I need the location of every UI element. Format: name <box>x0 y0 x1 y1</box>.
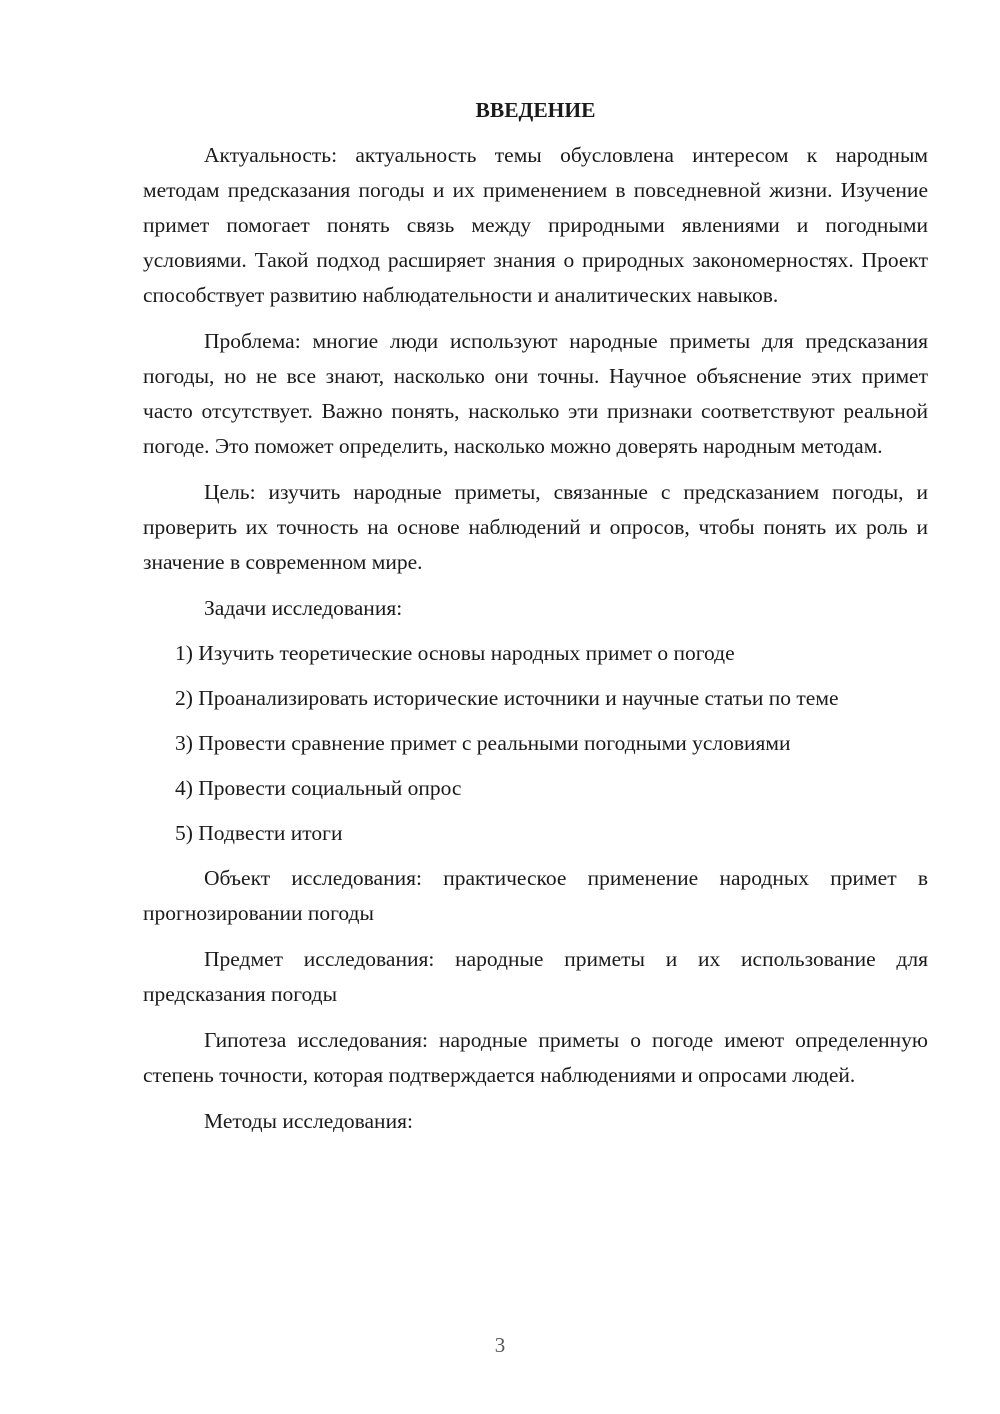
task-item-4: 4) Провести социальный опрос <box>175 776 462 800</box>
section-title: ВВЕДЕНИЕ <box>475 98 596 122</box>
paragraph-object: Объект исследования: практическое применение народных примет в прогнозировании погоды <box>143 866 928 925</box>
page-number: 3 <box>494 1333 506 1357</box>
paragraph-subject: Предмет исследования: народные приметы и их использование для предсказания погоды <box>143 947 928 1006</box>
task-item-2: 2) Проанализировать исторические источники и научные статьи по теме <box>175 686 839 710</box>
methods-heading: Методы исследования: <box>204 1109 413 1133</box>
tasks-heading: Задачи исследования: <box>204 596 403 620</box>
task-item-1: 1) Изучить теоретические основы народных примет о погоде <box>175 641 735 665</box>
paragraph-relevance: Актуальность: актуальность темы обусловлена интересом к народным методам предсказания погоды и их применением в повседневной жизни. Изучение примет помогает понять связь между природными явлениями и погодными условиями. Такой подход расширяет знания о природных закономерностях. Проект способствует развитию наблюдательности и аналитических навыков. <box>143 143 928 307</box>
task-item-5: 5) Подвести итоги <box>175 821 343 845</box>
paragraph-hypothesis: Гипотеза исследования: народные приметы о погоде имеют определенную степень точности, которая подтверждается наблюдениями и опросами людей. <box>143 1028 928 1087</box>
paragraph-goal: Цель: изучить народные приметы, связанные с предсказанием погоды, и проверить их точность на основе наблюдений и опросов, чтобы понять их роль и значение в современном мире. <box>143 480 928 574</box>
paragraph-problem: Проблема: многие люди используют народные приметы для предсказания погоды, но не все знают, насколько они точны. Научное объяснение этих примет часто отсутствует. Важно понять, насколько эти признаки соответствуют реальной погоде. Это поможет определить, насколько можно доверять народным методам. <box>143 329 928 458</box>
task-item-3: 3) Провести сравнение примет с реальными погодными условиями <box>175 731 791 755</box>
document-page <box>143 95 928 1149</box>
